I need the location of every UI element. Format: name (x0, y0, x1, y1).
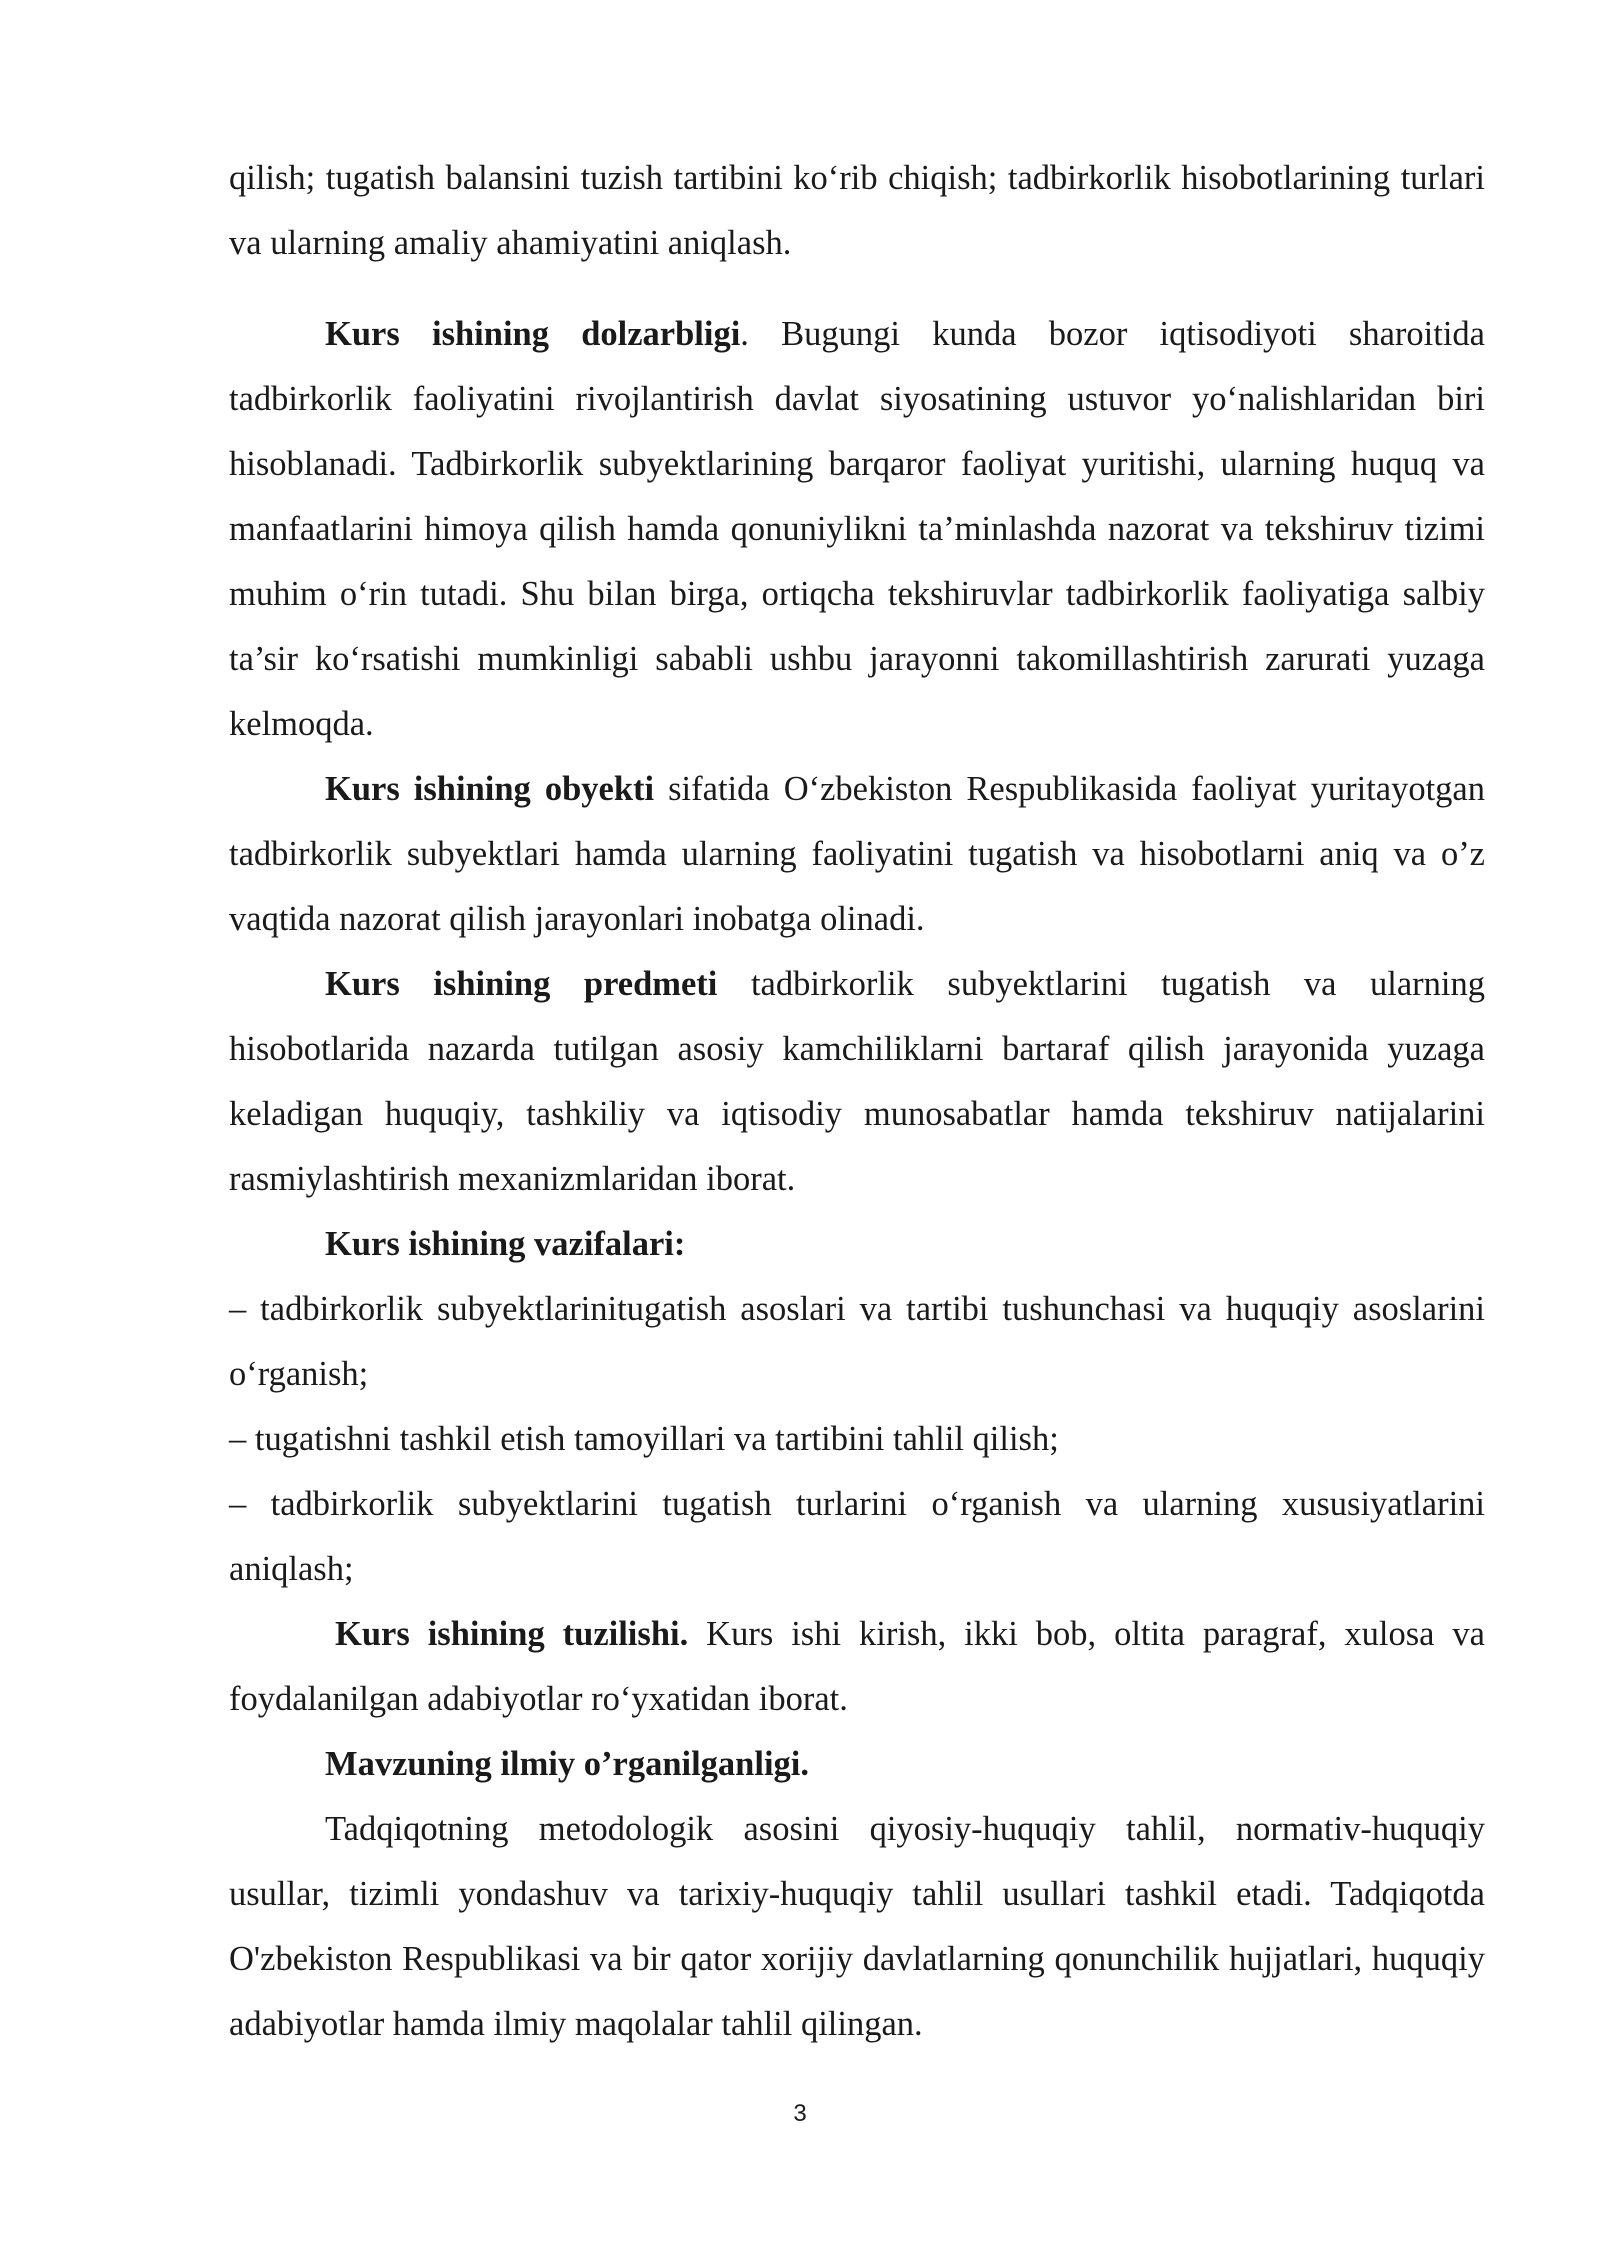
task-item: – tugatishni tashkil etish tamoyillari va tartibini tahlil qilish; (229, 1420, 1059, 1458)
paragraph-text: . Bugungi kunda bozor iqtisodiyoti sharoitida tadbirkorlik faoliyatini rivojlantirish davlat siyosatining ustuvor yo‘nalishlaridan biri hisoblanadi. Tadbirkorlik subyektlarining barqaror faoliyat yuritishi, ularning huquq va manfaatlarini himoya qilish hamda qonuniylikni ta’minlashda nazorat va tekshiruv tizimi muhim o‘rin tutadi. Shu bilan birga, ortiqcha tekshiruvlar tadbirkorlik faoliyatiga salbiy ta’sir ko‘rsatishi mumkinligi sababli ushbu jarayonni takomillashtirish zarurati yuzaga kelmoqda. (229, 315, 1485, 743)
relevance-heading: Kurs ishining dolzarbligi (325, 315, 741, 353)
page-number: 3 (793, 2100, 807, 2127)
study-heading: Mavzuning ilmiy o’rganilganligi. (325, 1745, 809, 1783)
paragraph-relevance (229, 302, 1485, 757)
document-page (229, 146, 1485, 2057)
object-heading: Kurs ishining obyekti (325, 770, 655, 808)
paragraph-text: tadbirkorlik subyektlarini tugatish va ularning hisobotlarida nazarda tutilgan asosiy kamchiliklarni bartaraf qilish jarayonida yuzaga keladigan huquqiy, tashkiliy va iqtisodiy munosabatlar hamda tekshiruv natijalarini rasmiylashtirish mexanizmlaridan iborat. (229, 965, 1485, 1198)
paragraph-object (229, 757, 1485, 952)
structure-heading: Kurs ishining tuzilishi. (335, 1615, 689, 1653)
paragraph-text: qilish; tugatish balansini tuzish tartibini ko‘rib chiqish; tadbirkorlik hisobotlarining turlari va ularning amaliy ahamiyatini aniqlash. (229, 159, 1485, 262)
paragraph-structure (229, 1602, 1485, 1732)
paragraph-methodology (229, 1797, 1485, 2057)
tasks-heading: Kurs ishining vazifalari: (325, 1225, 686, 1263)
paragraph-text: Kurs ishi kirish, ikki bob, oltita paragraf, xulosa va foydalanilgan adabiyotlar ro‘yxatidan iborat. (229, 1615, 1485, 1718)
task-item: – tadbirkorlik subyektlarini tugatish turlarini o‘rganish va ularning xususiyatlarini aniqlash; (229, 1485, 1485, 1588)
subject-heading: Kurs ishining predmeti (325, 965, 718, 1003)
paragraph-text: Tadqiqotning metodologik asosini qiyosiy-huquqiy tahlil, normativ-huquqiy usullar, tizimli yondashuv va tarixiy-huquqiy tahlil usullari tashkil etadi. Tadqiqotda O'zbekiston Respublikasi va bir qator xorijiy davlatlarning qonunchilik hujjatlari, huquqiy adabiyotlar hamda ilmiy maqolalar tahlil qilingan. (229, 1810, 1485, 2043)
task-item: – tadbirkorlik subyektlarinitugatish asoslari va tartibi tushunchasi va huquqiy asoslarini o‘rganish; (229, 1290, 1485, 1393)
paragraph-intro-continuation (229, 146, 1485, 276)
paragraph-subject (229, 952, 1485, 1212)
paragraph-text: sifatida O‘zbekiston Respublikasida faoliyat yuritayotgan tadbirkorlik subyektlari hamda ularning faoliyatini tugatish va hisobotlarni aniq va o’z vaqtida nazorat qilish jarayonlari inobatga olinadi. (229, 770, 1485, 938)
